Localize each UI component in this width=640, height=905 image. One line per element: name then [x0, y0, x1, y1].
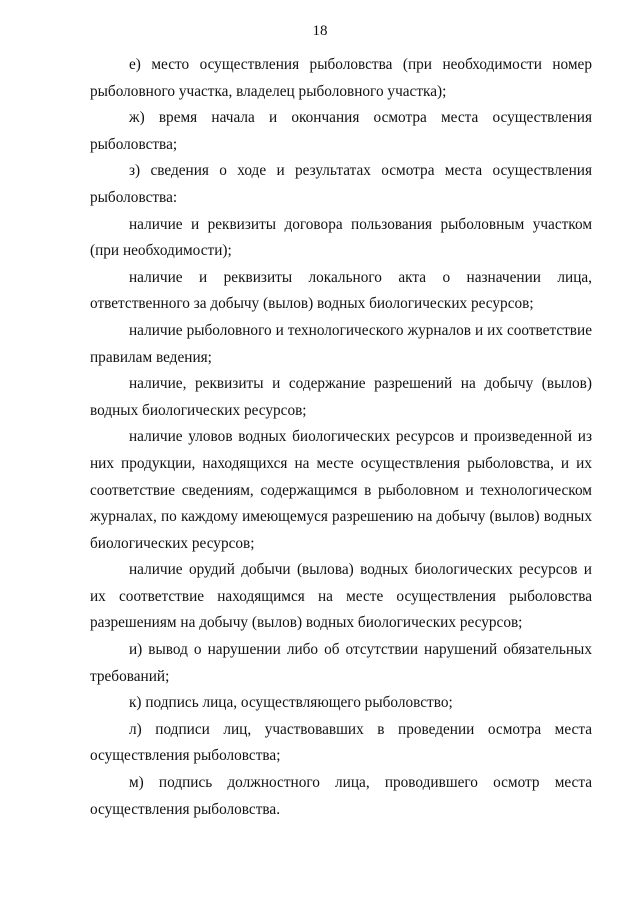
paragraph-k-fisher-signature: к) подпись лица, осуществляющего рыболовство; — [129, 694, 453, 712]
paragraph-catches: наличие уловов водных биологических ресурсов и произведенной из них продукции, находящихся на месте осуществления рыболовства, и их соответствие сведениям, содержащимся в рыболовном и технологическом журналах, по каждому имеющемуся разрешению на добычу (вылов) водных биологических ресурсов; — [90, 428, 592, 552]
paragraph-journals: наличие рыболовного и технологического журналов и их соответствие правилам ведения; — [90, 321, 592, 366]
paragraph-gear: наличие орудий добычи (вылова) водных биологических ресурсов и их соответствие находящимся на месте осуществления рыболовства разрешениям на добычу (вылов) водных биологических ресурсов; — [90, 561, 592, 632]
paragraph-local-act: наличие и реквизиты локального акта о назначении лица, ответственного за добычу (вылов) водных биологических ресурсов; — [90, 268, 592, 313]
paragraph-m-official-signature: м) подпись должностного лица, проводившего осмотр места осуществления рыболовства. — [90, 774, 592, 818]
paragraph-z-inspection-details: з) сведения о ходе и результатах осмотра места осуществления рыболовства: — [90, 162, 592, 206]
page-number: 18 — [312, 23, 328, 39]
paragraph-permits: наличие, реквизиты и содержание разрешений на добычу (вылов) водных биологических ресурсов; — [90, 375, 592, 419]
paragraph-zh-time: ж) время начала и окончания осмотра места осуществления рыболовства; — [90, 109, 592, 153]
paragraph-l-participants-signatures: л) подписи лиц, участвовавших в проведении осмотра места осуществления рыболовства; — [90, 720, 592, 765]
paragraph-e-place: е) место осуществления рыболовства (при необходимости номер рыболовного участка, владелец рыболовного участка); — [90, 56, 592, 100]
paragraph-i-conclusion: и) вывод о нарушении либо об отсутствии нарушений обязательных требований; — [90, 641, 592, 685]
document-body — [90, 52, 592, 823]
paragraph-contract: наличие и реквизиты договора пользования рыболовным участком (при необходимости); — [90, 215, 592, 260]
